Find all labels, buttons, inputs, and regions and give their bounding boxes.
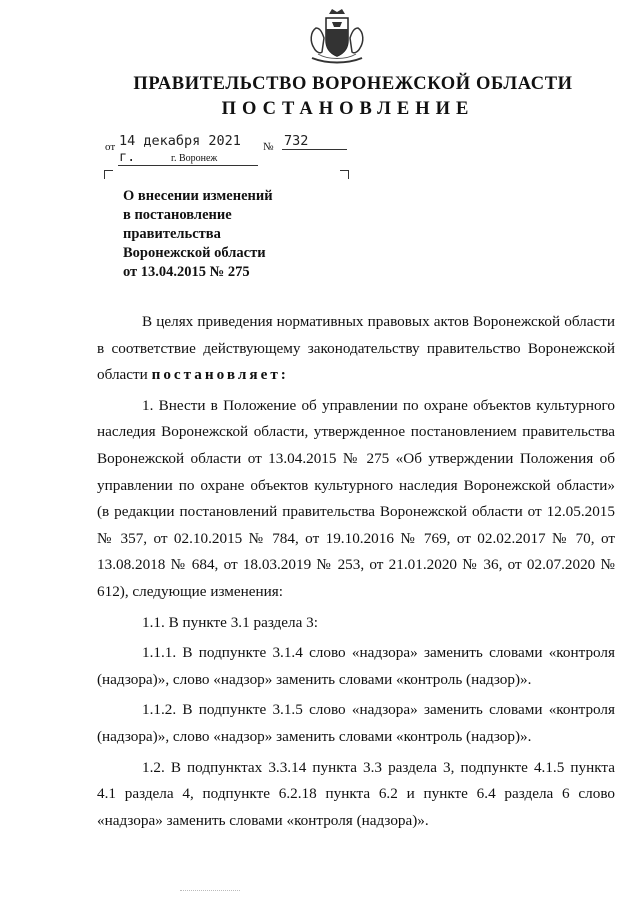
document-type: ПОСТАНОВЛЕНИЕ [221, 99, 475, 119]
preamble-paragraph [97, 309, 615, 389]
document-body [97, 309, 615, 834]
subject-line: от 13.04.2015 № 275 [123, 264, 250, 280]
subject-bracket-right [340, 170, 349, 179]
document-subject [123, 187, 273, 282]
city: г. Воронеж [171, 153, 218, 164]
item-paragraph: 1.1.1. В подпункте 3.1.4 слово «надзора» заменить словами «контроля (надзора)», слово «надзор» заменить словами «контроль (надзор)». [97, 644, 615, 688]
item-paragraph: 1.2. В подпунктах 3.3.14 пункта 3.3 раздела 3, подпункте 4.1.5 пункта 4.1 раздела 4, подпункте 6.2.18 пункта 6.2 и пункте 6.4 раздела 6 слово «надзора» заменить словами «контроля (надзора)». [97, 758, 615, 829]
document-number: 732 [282, 133, 347, 150]
item-paragraph: 1.1. В пункте 3.1 раздела 3: [142, 613, 318, 631]
subject-line: правительства [123, 226, 221, 242]
subject-line: в постановление [123, 207, 232, 223]
coat-of-arms-icon [302, 8, 372, 68]
item-paragraph: 1.1.2. В подпункте 3.1.5 слово «надзора» заменить словами «контроля (надзора)», слово «надзор» заменить словами «контроль (надзор)». [97, 701, 615, 745]
subject-bracket-left [104, 170, 113, 179]
date-label: от [105, 141, 116, 153]
subject-line: О внесении изменений [123, 188, 273, 204]
item-paragraph: 1. Внести в Положение об управлении по охране объектов культурного наследия Воронежской области, утвержденное постановлением правительства Воронежской области от 13.04.2015 № 275 «Об утверждении Положения об управлении по охране объектов культурного наследия Воронежской области» (в редакции постановлений правительства Воронежской области от 12.05.2015 № 357, от 02.10.2015 № 784, от 19.10.2016 № 769, от 02.02.2017 № 70, от 13.08.2018 № 684, от 18.03.2019 № 253, от 21.01.2020 № 36, от 02.07.2020 № 612), следующие изменения: [97, 396, 615, 600]
document-date: 14 декабря 2021 г. [118, 133, 258, 166]
government-name: ПРАВИТЕЛЬСТВО ВОРОНЕЖСКОЙ ОБЛАСТИ [133, 74, 573, 94]
scan-artifact [180, 890, 240, 893]
subject-line: Воронежской области [123, 245, 266, 261]
number-label: № [263, 141, 274, 153]
preamble-text: В целях приведения нормативных правовых актов Воронежской области в соответствие действующему законодательству правительство Воронежской области [97, 313, 615, 384]
decree-word: постановляет: [151, 366, 289, 384]
